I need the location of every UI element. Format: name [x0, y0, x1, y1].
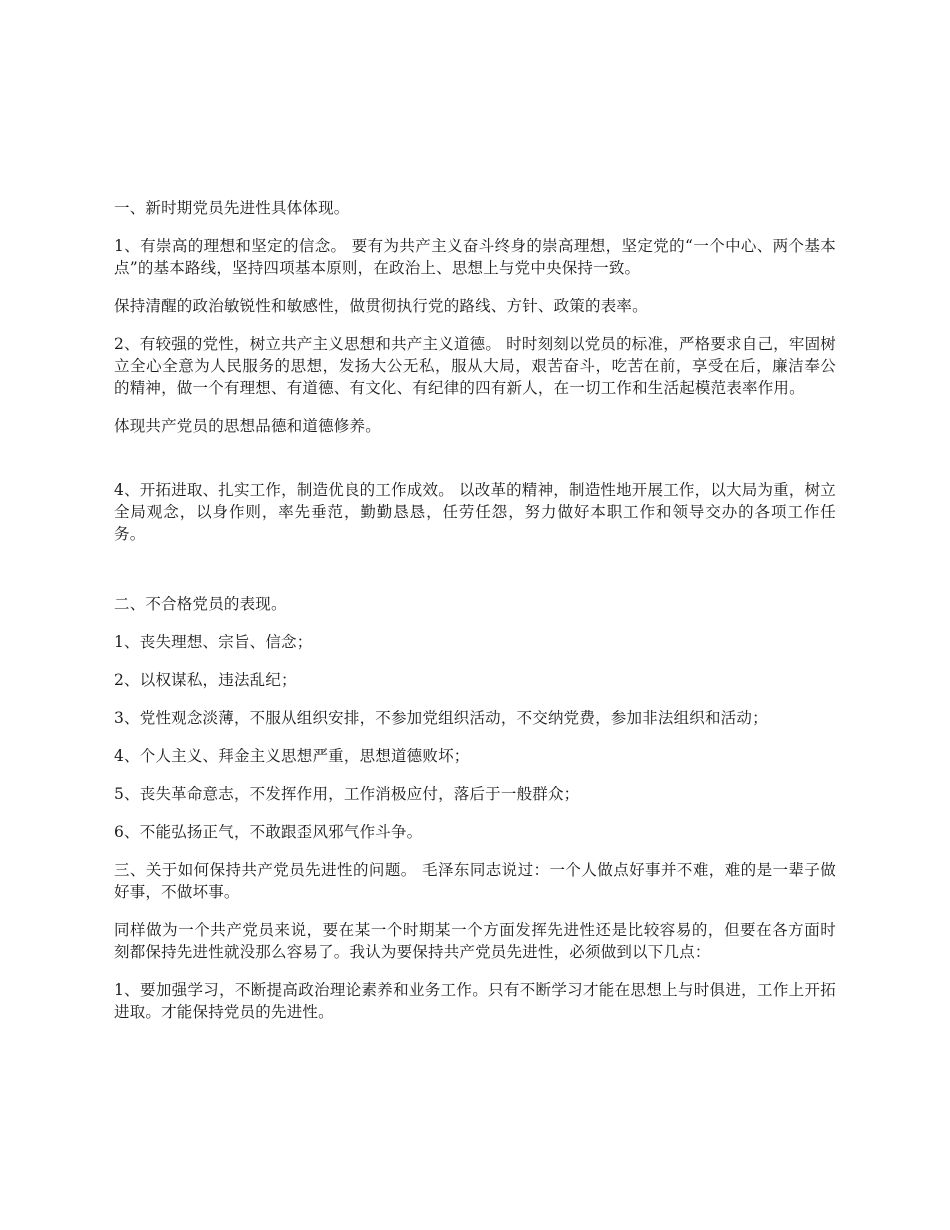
paragraph: 保持清醒的政治敏锐性和敏感性，做贯彻执行党的路线、方针、政策的表率。 [114, 297, 648, 315]
list-item: 1、丧失理想、宗旨、信念； [114, 633, 313, 651]
list-item: 2、以权谋私，违法乱纪； [114, 671, 297, 689]
paragraph: 1、要加强学习，不断提高政治理论素养和业务工作。只有不断学习才能在思想上与时俱进，工作上开拓进取。才能保持党员的先进性。 [114, 981, 836, 1021]
section-heading-2: 二、不合格党员的表现。 [114, 595, 287, 613]
section-heading-3: 三、关于如何保持共产党员先进性的问题。 毛泽东同志说过：一个人做点好事并不难，难的是一辈子做好事，不做坏事。 [114, 861, 836, 901]
section-heading-1: 一、新时期党员先进性具体体现。 [114, 199, 350, 217]
document-body [114, 197, 836, 1039]
blank-spacer [114, 453, 836, 479]
list-item: 3、党性观念淡薄，不服从组织安排，不参加党组织活动，不交纳党费，参加非法组织和活动； [114, 709, 768, 727]
list-item: 6、不能弘扬正气，不敢跟歪风邪气作斗争。 [114, 823, 423, 841]
list-item: 4、个人主义、拜金主义思想严重，思想道德败坏； [114, 747, 470, 765]
paragraph: 同样做为一个共产党员来说，要在某一个时期某一个方面发挥先进性还是比较容易的，但要在各方面时刻都保持先进性就没那么容易了。我认为要保持共产党员先进性，必须做到以下几点： [114, 921, 836, 961]
paragraph: 2、有较强的党性，树立共产主义思想和共产主义道德。 时时刻刻以党员的标准，严格要求自己，牢固树立全心全意为人民服务的思想，发扬大公无私，服从大局，艰苦奋斗，吃苦在前，享受在后，廉洁奉公的精神，做一个有理想、有道德、有文化、有纪律的四有新人，在一切工作和生活起模范表率作用。 [114, 335, 836, 397]
list-item: 5、丧失革命意志，不发挥作用，工作消极应付，落后于一般群众； [114, 785, 580, 803]
paragraph: 4、开拓进取、扎实工作，制造优良的工作成效。 以改革的精神，制造性地开展工作，以大局为重，树立全局观念，以身作则，率先垂范，勤勤恳恳，任劳任怨，努力做好本职工作和领导交办的各项工作任务。 [114, 481, 836, 543]
paragraph: 1、有崇高的理想和坚定的信念。 要有为共产主义奋斗终身的崇高理想，坚定党的“一个中心、两个基本点”的基本路线，坚持四项基本原则，在政治上、思想上与党中央保持一致。 [114, 237, 836, 277]
blank-spacer [114, 561, 836, 593]
paragraph: 体现共产党员的思想品德和道德修养。 [114, 417, 381, 435]
